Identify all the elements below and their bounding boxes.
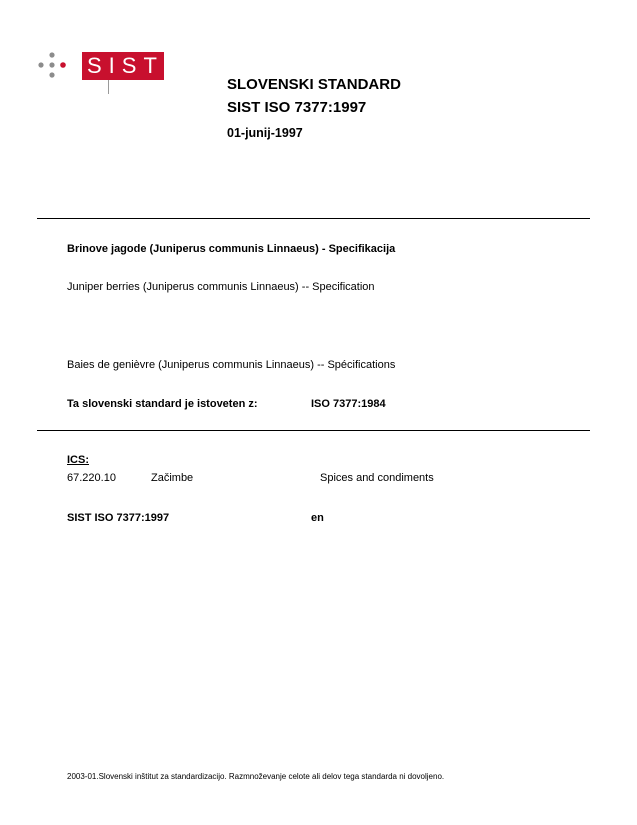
title-english: Juniper berries (Juniperus communis Linnaeus) -- Specification — [67, 281, 375, 293]
standard-type-heading: SLOVENSKI STANDARD — [227, 76, 401, 93]
equivalence-label: Ta slovenski standard je istoveten z: — [67, 398, 258, 410]
ics-name-english: Spices and condiments — [320, 472, 434, 484]
top-divider — [37, 218, 590, 219]
standard-date: 01-junij-1997 — [227, 126, 303, 140]
summary-standard: SIST ISO 7377:1997 — [67, 512, 170, 524]
title-french: Baies de genièvre (Juniperus communis Linnaeus) -- Spécifications — [67, 359, 396, 371]
logo-dots-icon — [36, 50, 72, 80]
standard-number-heading: SIST ISO 7377:1997 — [227, 99, 367, 116]
ics-heading: ICS: — [67, 454, 89, 466]
summary-language: en — [311, 512, 324, 524]
ics-name-slovenian: Začimbe — [151, 472, 194, 484]
logo-wordmark: SIST — [82, 52, 164, 80]
logo-divider — [108, 80, 109, 94]
title-slovenian: Brinove jagode (Juniperus communis Linnaeus) - Specifikacija — [67, 243, 396, 255]
middle-divider — [37, 430, 590, 431]
copyright-footer: 2003-01.Slovenski inštitut za standardizacijo. Razmnoževanje celote ali delov tega standarda ni dovoljeno. — [67, 772, 445, 781]
ics-code: 67.220.10 — [67, 472, 116, 484]
equivalence-value: ISO 7377:1984 — [311, 398, 386, 410]
